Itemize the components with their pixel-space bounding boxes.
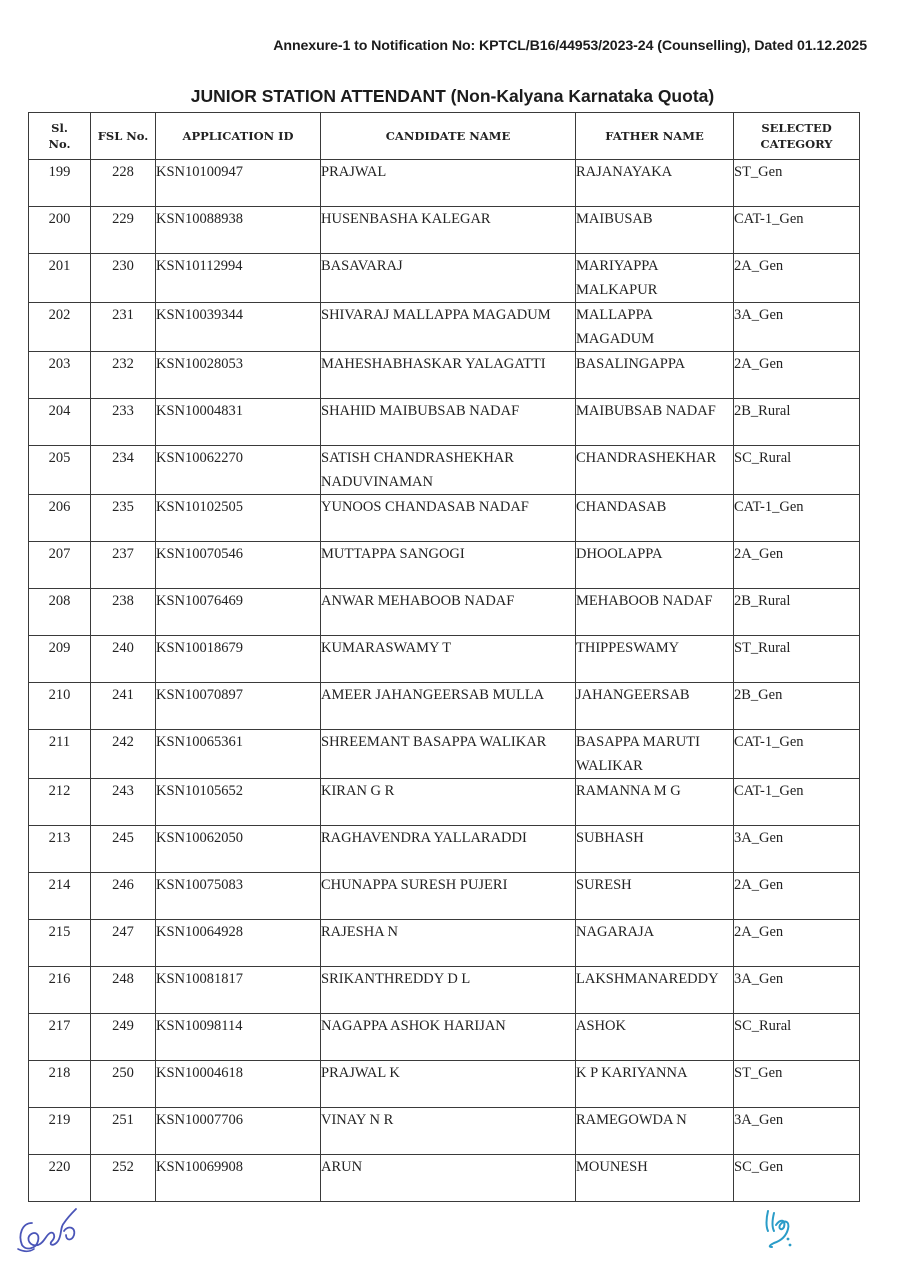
table-row xyxy=(29,352,860,399)
cell-selected-category: ST_Rural xyxy=(734,636,860,683)
cell-fsl-no: 238 xyxy=(91,589,156,636)
cell-sl-no: 199 xyxy=(29,160,91,207)
cell-application-id: KSN10004831 xyxy=(156,399,321,446)
cell-sl-no: 204 xyxy=(29,399,91,446)
cell-father-name: JAHANGEERSAB xyxy=(576,683,734,730)
cell-father-name: SUBHASH xyxy=(576,826,734,873)
cell-fsl-no: 246 xyxy=(91,873,156,920)
cell-fsl-no: 228 xyxy=(91,160,156,207)
cell-father-name: RAJANAYAKA xyxy=(576,160,734,207)
cell-father-name: SURESH xyxy=(576,873,734,920)
cell-selected-category: ST_Gen xyxy=(734,160,860,207)
cell-candidate-name: SHAHID MAIBUBSAB NADAF xyxy=(321,399,576,446)
cell-candidate-name: SRIKANTHREDDY D L xyxy=(321,967,576,1014)
cell-fsl-no: 237 xyxy=(91,542,156,589)
cell-candidate-name: PRAJWAL xyxy=(321,160,576,207)
cell-selected-category: 3A_Gen xyxy=(734,967,860,1014)
cell-candidate-name: SATISH CHANDRASHEKHAR NADUVINAMAN xyxy=(321,446,576,495)
cell-father-name: RAMANNA M G xyxy=(576,779,734,826)
cell-father-name: K P KARIYANNA xyxy=(576,1061,734,1108)
cell-selected-category: 2B_Rural xyxy=(734,399,860,446)
cell-selected-category: CAT-1_Gen xyxy=(734,207,860,254)
cell-candidate-name: NAGAPPA ASHOK HARIJAN xyxy=(321,1014,576,1061)
cell-sl-no: 208 xyxy=(29,589,91,636)
cell-fsl-no: 234 xyxy=(91,446,156,495)
cell-application-id: KSN10100947 xyxy=(156,160,321,207)
cell-application-id: KSN10018679 xyxy=(156,636,321,683)
annexure-notification-line: Annexure-1 to Notification No: KPTCL/B16/44953/2023-24 (Counselling), Dated 01.12.2025 xyxy=(273,38,867,54)
cell-application-id: KSN10065361 xyxy=(156,730,321,779)
cell-sl-no: 218 xyxy=(29,1061,91,1108)
cell-fsl-no: 248 xyxy=(91,967,156,1014)
cell-candidate-name: RAJESHA N xyxy=(321,920,576,967)
cell-application-id: KSN10062270 xyxy=(156,446,321,495)
cell-fsl-no: 235 xyxy=(91,495,156,542)
table-row xyxy=(29,589,860,636)
table-row xyxy=(29,446,860,495)
cell-fsl-no: 247 xyxy=(91,920,156,967)
table-row xyxy=(29,636,860,683)
cell-application-id: KSN10070546 xyxy=(156,542,321,589)
cell-selected-category: CAT-1_Gen xyxy=(734,495,860,542)
cell-fsl-no: 251 xyxy=(91,1108,156,1155)
cell-father-name: BASAPPA MARUTI WALIKAR xyxy=(576,730,734,779)
table-row xyxy=(29,207,860,254)
cell-selected-category: SC_Rural xyxy=(734,446,860,495)
column-header-fsl-no: FSL No. xyxy=(91,113,156,160)
sl-no-header-line2: No. xyxy=(48,137,71,151)
cell-application-id: KSN10070897 xyxy=(156,683,321,730)
cell-application-id: KSN10007706 xyxy=(156,1108,321,1155)
cell-father-name: MEHABOOB NADAF xyxy=(576,589,734,636)
cell-application-id: KSN10062050 xyxy=(156,826,321,873)
cell-candidate-name: MAHESHABHASKAR YALAGATTI xyxy=(321,352,576,399)
cell-application-id: KSN10028053 xyxy=(156,352,321,399)
table-row xyxy=(29,542,860,589)
cell-sl-no: 205 xyxy=(29,446,91,495)
cell-father-name: CHANDRASHEKHAR xyxy=(576,446,734,495)
cell-father-name: BASALINGAPPA xyxy=(576,352,734,399)
candidate-table xyxy=(28,112,860,1202)
cell-sl-no: 209 xyxy=(29,636,91,683)
cell-sl-no: 203 xyxy=(29,352,91,399)
table-row xyxy=(29,730,860,779)
cell-candidate-name: KUMARASWAMY T xyxy=(321,636,576,683)
cell-application-id: KSN10076469 xyxy=(156,589,321,636)
cell-father-name: ASHOK xyxy=(576,1014,734,1061)
table-row xyxy=(29,920,860,967)
table-body xyxy=(29,160,860,1202)
table-row xyxy=(29,826,860,873)
cell-candidate-name: AMEER JAHANGEERSAB MULLA xyxy=(321,683,576,730)
cell-fsl-no: 252 xyxy=(91,1155,156,1202)
table-row xyxy=(29,399,860,446)
cell-father-name: NAGARAJA xyxy=(576,920,734,967)
column-header-application-id: APPLICATION ID xyxy=(156,113,321,160)
cell-application-id: KSN10081817 xyxy=(156,967,321,1014)
cell-application-id: KSN10064928 xyxy=(156,920,321,967)
cell-selected-category: 3A_Gen xyxy=(734,826,860,873)
cell-fsl-no: 229 xyxy=(91,207,156,254)
cell-sl-no: 211 xyxy=(29,730,91,779)
cell-application-id: KSN10102505 xyxy=(156,495,321,542)
cell-candidate-name: PRAJWAL K xyxy=(321,1061,576,1108)
table-row xyxy=(29,303,860,352)
cell-father-name: RAMEGOWDA N xyxy=(576,1108,734,1155)
cell-application-id: KSN10075083 xyxy=(156,873,321,920)
cell-sl-no: 213 xyxy=(29,826,91,873)
cell-candidate-name: YUNOOS CHANDASAB NADAF xyxy=(321,495,576,542)
table-row xyxy=(29,779,860,826)
cell-sl-no: 217 xyxy=(29,1014,91,1061)
table-row xyxy=(29,254,860,303)
table-row xyxy=(29,160,860,207)
cell-fsl-no: 230 xyxy=(91,254,156,303)
cell-application-id: KSN10069908 xyxy=(156,1155,321,1202)
cell-sl-no: 201 xyxy=(29,254,91,303)
cell-candidate-name: VINAY N R xyxy=(321,1108,576,1155)
cell-fsl-no: 242 xyxy=(91,730,156,779)
table-row xyxy=(29,683,860,730)
cell-selected-category: CAT-1_Gen xyxy=(734,730,860,779)
cell-selected-category: 2A_Gen xyxy=(734,542,860,589)
table-row xyxy=(29,495,860,542)
table-header-row xyxy=(29,113,860,160)
cell-father-name: DHOOLAPPA xyxy=(576,542,734,589)
column-header-sl-no xyxy=(29,113,91,160)
cell-fsl-no: 250 xyxy=(91,1061,156,1108)
cell-sl-no: 215 xyxy=(29,920,91,967)
cell-candidate-name: SHREEMANT BASAPPA WALIKAR xyxy=(321,730,576,779)
page-title: JUNIOR STATION ATTENDANT (Non-Kalyana Karnataka Quota) xyxy=(190,86,715,106)
cell-candidate-name: SHIVARAJ MALLAPPA MAGADUM xyxy=(321,303,576,352)
cell-selected-category: SC_Rural xyxy=(734,1014,860,1061)
cell-father-name: LAKSHMANAREDDY xyxy=(576,967,734,1014)
column-header-father-name: FATHER NAME xyxy=(576,113,734,160)
cell-father-name: MOUNESH xyxy=(576,1155,734,1202)
cell-sl-no: 214 xyxy=(29,873,91,920)
cell-candidate-name: ANWAR MEHABOOB NADAF xyxy=(321,589,576,636)
cell-sl-no: 219 xyxy=(29,1108,91,1155)
cell-application-id: KSN10105652 xyxy=(156,779,321,826)
cell-father-name: CHANDASAB xyxy=(576,495,734,542)
category-header-line1: SELECTED xyxy=(761,121,832,135)
cell-application-id: KSN10098114 xyxy=(156,1014,321,1061)
cell-candidate-name: KIRAN G R xyxy=(321,779,576,826)
table-row xyxy=(29,1108,860,1155)
table-row xyxy=(29,873,860,920)
cell-candidate-name: CHUNAPPA SURESH PUJERI xyxy=(321,873,576,920)
cell-selected-category: CAT-1_Gen xyxy=(734,779,860,826)
cell-fsl-no: 240 xyxy=(91,636,156,683)
cell-candidate-name: HUSENBASHA KALEGAR xyxy=(321,207,576,254)
cell-sl-no: 206 xyxy=(29,495,91,542)
cell-sl-no: 220 xyxy=(29,1155,91,1202)
column-header-selected-category xyxy=(734,113,860,160)
cell-selected-category: SC_Gen xyxy=(734,1155,860,1202)
category-header-line2: CATEGORY xyxy=(760,137,833,151)
cell-fsl-no: 233 xyxy=(91,399,156,446)
cell-fsl-no: 243 xyxy=(91,779,156,826)
cell-selected-category: 2B_Rural xyxy=(734,589,860,636)
cell-father-name: MARIYAPPA MALKAPUR xyxy=(576,254,734,303)
signature-right-icon xyxy=(760,1205,810,1259)
cell-father-name: MAIBUSAB xyxy=(576,207,734,254)
cell-application-id: KSN10039344 xyxy=(156,303,321,352)
table-row xyxy=(29,967,860,1014)
cell-selected-category: 2B_Gen xyxy=(734,683,860,730)
cell-sl-no: 216 xyxy=(29,967,91,1014)
cell-sl-no: 212 xyxy=(29,779,91,826)
sl-no-header-line1: Sl. xyxy=(51,121,68,135)
column-header-candidate-name: CANDIDATE NAME xyxy=(321,113,576,160)
cell-selected-category: 2A_Gen xyxy=(734,873,860,920)
cell-father-name: MALLAPPA MAGADUM xyxy=(576,303,734,352)
table-row xyxy=(29,1155,860,1202)
cell-father-name: MAIBUBSAB NADAF xyxy=(576,399,734,446)
cell-selected-category: 3A_Gen xyxy=(734,1108,860,1155)
cell-fsl-no: 232 xyxy=(91,352,156,399)
cell-selected-category: 3A_Gen xyxy=(734,303,860,352)
cell-sl-no: 210 xyxy=(29,683,91,730)
cell-candidate-name: ARUN xyxy=(321,1155,576,1202)
table-row xyxy=(29,1061,860,1108)
cell-fsl-no: 241 xyxy=(91,683,156,730)
cell-candidate-name: BASAVARAJ xyxy=(321,254,576,303)
cell-selected-category: ST_Gen xyxy=(734,1061,860,1108)
cell-sl-no: 200 xyxy=(29,207,91,254)
cell-sl-no: 202 xyxy=(29,303,91,352)
cell-father-name: THIPPESWAMY xyxy=(576,636,734,683)
cell-selected-category: 2A_Gen xyxy=(734,254,860,303)
cell-fsl-no: 231 xyxy=(91,303,156,352)
cell-application-id: KSN10112994 xyxy=(156,254,321,303)
table-row xyxy=(29,1014,860,1061)
cell-selected-category: 2A_Gen xyxy=(734,352,860,399)
cell-fsl-no: 245 xyxy=(91,826,156,873)
cell-fsl-no: 249 xyxy=(91,1014,156,1061)
cell-candidate-name: MUTTAPPA SANGOGI xyxy=(321,542,576,589)
cell-selected-category: 2A_Gen xyxy=(734,920,860,967)
cell-candidate-name: RAGHAVENDRA YALLARADDI xyxy=(321,826,576,873)
cell-application-id: KSN10088938 xyxy=(156,207,321,254)
cell-application-id: KSN10004618 xyxy=(156,1061,321,1108)
signature-left-icon xyxy=(14,1205,94,1259)
cell-sl-no: 207 xyxy=(29,542,91,589)
